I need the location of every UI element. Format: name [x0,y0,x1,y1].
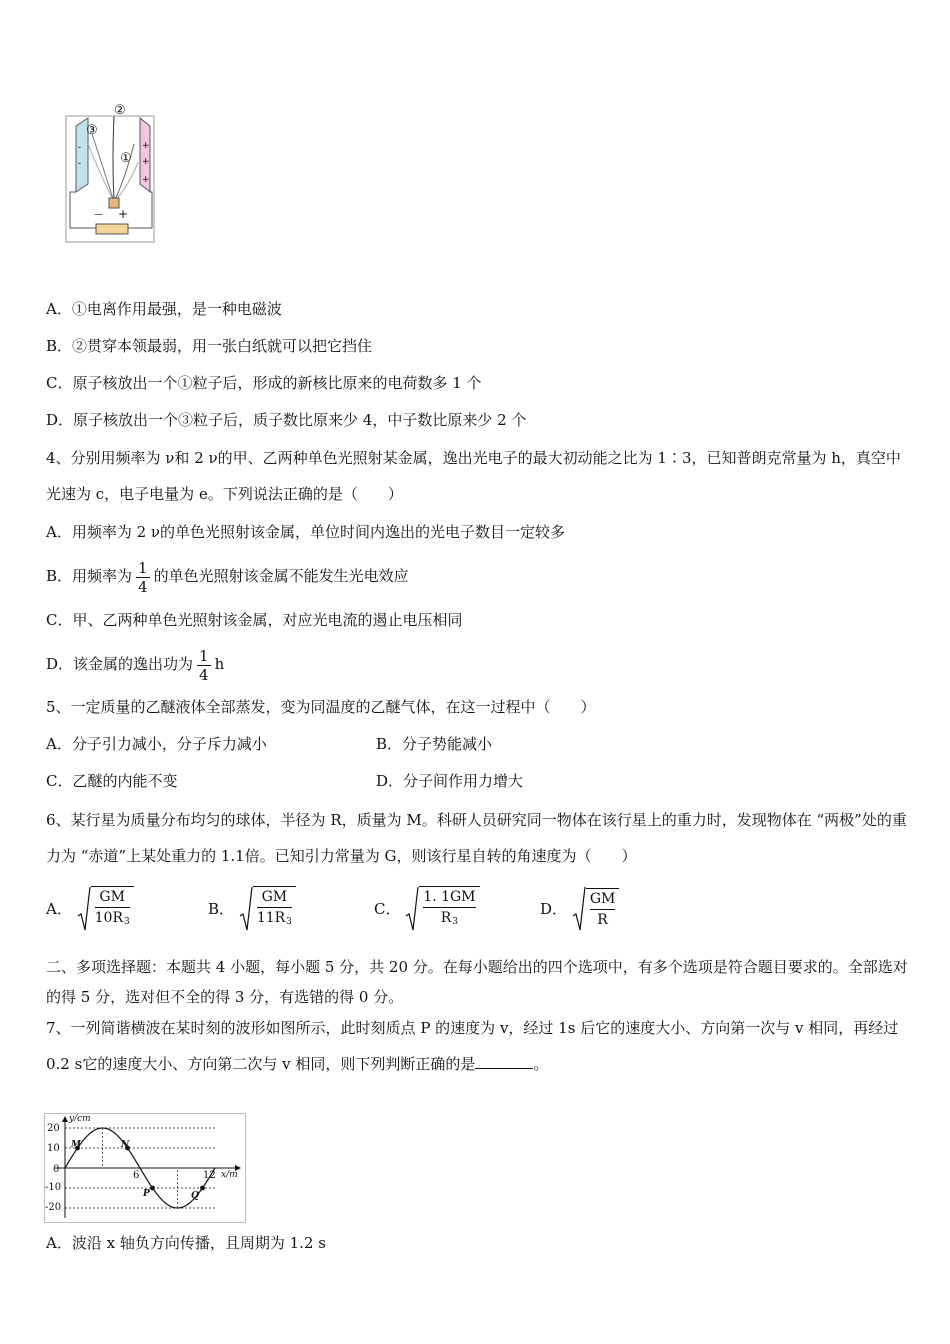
q6-option-d-label: D． [540,900,568,918]
plate-left-sign-1: - [78,143,82,153]
q6-option-a-den: 10R [94,910,123,926]
q6-option-c [374,886,480,932]
q5-option-b: B．分子势能减小 [376,735,493,753]
ytick-neg20: -20 [45,1202,62,1213]
q3-option-b: B．②贯穿本领最弱，用一张白纸就可以把它挡住 [46,337,373,355]
ytick-0: 0 [53,1164,60,1175]
wave-figure [44,1113,246,1223]
q6-option-b-radical [239,886,296,932]
sqrt-icon [405,886,419,932]
ytick-10: 10 [47,1143,60,1154]
q5-option-c: C．乙醚的内能不变 [46,772,178,790]
q4-option-b-suffix: 的单色光照射该金属不能发生光电效应 [153,567,409,585]
q7-stem [46,1010,908,1082]
q6-option-a [46,886,134,932]
q4-option-b [46,556,409,596]
q4-option-d-prefix: D．该金属的逸出功为 [46,655,194,673]
point-label-q: Q [191,1191,199,1201]
sqrt-icon [239,886,253,932]
q6-option-d-num: GM [590,889,616,910]
label-battery-plus: + [118,207,129,221]
wave-point-p [150,1186,155,1191]
q4-option-d-den: 4 [199,665,209,684]
q6-option-c-num: 1. 1GM [423,887,475,908]
q7-answer-blank [475,1054,533,1069]
q7-stem-text: 7、一列简谐横波在某时刻的波形如图所示，此时刻质点 P 的速度为 v，经过 1s 后它的速度大小、方向第一次与 v 相同，再经过 0.2 s它的速度大小、方向第二次与 v 相同，则下列判断正确的是 [46,1019,899,1073]
q4-option-b-fraction [136,559,150,596]
q6-stem: 6、某行星为质量分布均匀的球体，半径为 R，质量为 M。科研人员研究同一物体在该行星上的重力时，发现物体在 “两极”处的重力为 “赤道”上某处重力的 1.1倍。已知引力常量为 G，则该行星自转的角速度为（ ） [46,811,907,865]
label-circ1: ① [120,151,132,166]
q4-option-b-prefix: B．用频率为 [46,567,133,585]
q6-option-b-den: 11R [256,910,286,926]
q6-option-d-den: R [597,912,608,928]
q4-option-d-num: 1 [199,646,209,665]
q6-option-c-exp: 3 [452,917,459,927]
wave-xlabel: x/m [221,1170,238,1180]
plate-right-sign-3: + [142,175,150,185]
q4-option-c: C．甲、乙两种单色光照射该金属，对应光电流的遏止电压相同 [46,611,463,629]
section2-heading: 二、多项选择题：本题共 4 小题，每小题 5 分，共 20 分。在每小题给出的四个选项中，有多个选项是符合题目要求的。全部选对的得 5 分，选对但不全的得 3 分，有选错的得 0 分。 [46,958,908,1006]
q4-stem: 4、分别用频率为 ν和 2 ν的甲、乙两种单色光照射某金属，逸出光电子的最大初动能之比为 1∶3，已知普朗克常量为 h，真空中光速为 c，电子电量为 e。下列说法正确的是（ ） [46,449,901,503]
q6-option-d [540,886,619,932]
q6-option-d-radical [572,886,620,932]
q6-option-b-label: B． [208,900,235,918]
q6-option-a-exp: 3 [123,917,130,927]
q6-option-c-den: R [440,910,452,926]
plate-left-sign-2: - [78,159,82,169]
q7-option-a: A．波沿 x 轴负方向传播，且周期为 1.2 s [46,1234,326,1252]
q4-option-b-num: 1 [138,558,148,577]
point-label-m: M [71,1140,81,1150]
q4-option-b-den: 4 [138,577,148,596]
point-label-n: N [121,1140,130,1150]
plate-right-sign-1: + [142,141,150,151]
sqrt-icon [572,886,586,932]
radiation-figure [62,104,158,246]
plate-right-sign-2: + [142,157,150,167]
q6-option-b-exp: 3 [286,917,292,927]
q7-stem-end: 。 [533,1055,549,1073]
xtick-6: 6 [133,1170,140,1181]
wave-point-q [200,1186,205,1191]
q6-option-b-num: GM [257,887,292,908]
label-circ3: ③ [86,123,98,138]
q4-option-d-fraction [197,647,211,684]
q6-option-a-label: A． [46,900,72,918]
q6-option-b [208,886,296,932]
label-battery-minus: — [94,210,103,220]
q3-option-a: A．①电离作用最强，是一种电磁波 [46,300,282,318]
point-label-p: P [143,1189,150,1199]
wave-ylabel: y/cm [69,1114,91,1124]
q5-option-d: D．分子间作用力增大 [376,772,524,790]
q6-option-a-num: GM [95,887,130,908]
q3-option-d: D．原子核放出一个③粒子后，质子数比原来少 4，中子数比原来少 2 个 [46,411,527,429]
q6-option-a-radical [77,886,134,932]
q5-option-a: A．分子引力减小，分子斥力减小 [46,735,267,753]
q5-stem: 5、一定质量的乙醚液体全部蒸发，变为同温度的乙醚气体，在这一过程中（ ） [46,698,596,716]
y-axis-arrow [62,1116,68,1122]
xtick-12: 12 [203,1170,216,1181]
ytick-neg10: -10 [45,1182,62,1193]
radiation-figure-svg [62,104,158,246]
q4-option-d [46,644,224,684]
q3-option-c: C．原子核放出一个①粒子后，形成的新核比原来的电荷数多 1 个 [46,374,482,392]
q4-option-a: A．用频率为 2 ν的单色光照射该金属，单位时间内逸出的光电子数目一定较多 [46,523,566,541]
wave-figure-svg [45,1114,245,1222]
q4-option-d-suffix: h [214,655,225,673]
q6-option-c-radical [405,886,479,932]
q6-option-c-label: C． [374,900,401,918]
label-circ2: ② [114,103,126,118]
ytick-20: 20 [47,1123,60,1134]
sqrt-icon [77,886,91,932]
